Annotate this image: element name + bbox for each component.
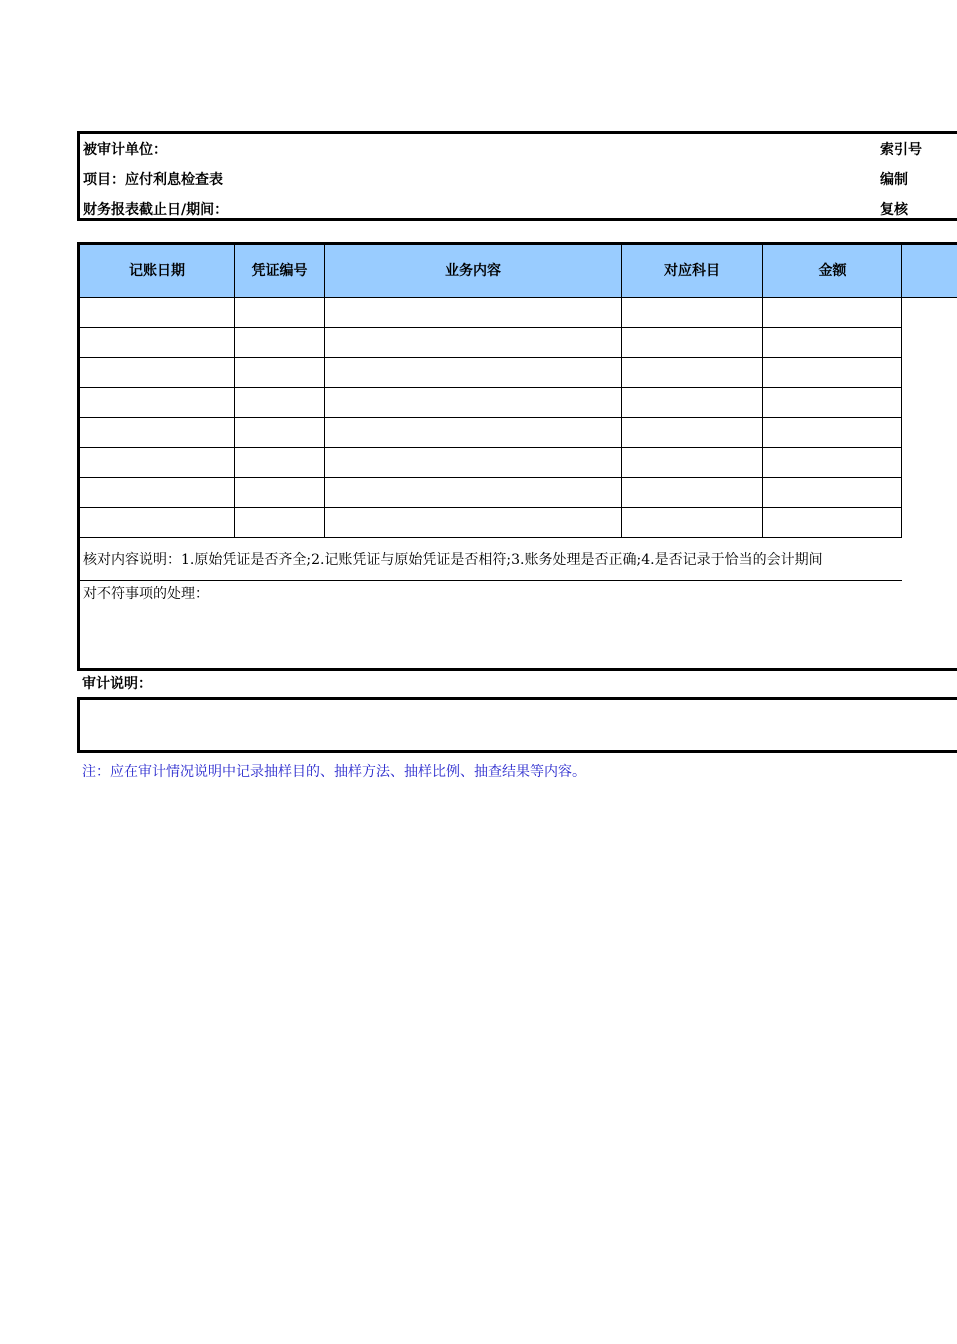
interest-check-table — [77, 242, 957, 671]
audit-explanation-label: 审计说明： — [82, 676, 152, 692]
audit-explanation-box — [77, 697, 957, 753]
divider — [80, 580, 902, 581]
reviewer-label: 复核 — [880, 202, 908, 218]
table-header-row — [80, 245, 957, 298]
column-header-date: 记账日期 — [129, 263, 185, 279]
preparer-label: 编制 — [880, 172, 908, 188]
column-header-voucher-no: 凭证编号 — [251, 263, 308, 279]
table-row — [80, 447, 902, 448]
table-row — [80, 537, 902, 538]
check-content-note: 核对内容说明：1.原始凭证是否齐全;2.记账凭证与原始凭证是否相符;3.账务处理是否正确;4.是否记录于恰当的会计期间 — [83, 552, 823, 568]
period-label: 财务报表截止日/期间： — [83, 202, 229, 218]
grid-line — [324, 245, 325, 537]
table-row — [80, 387, 902, 388]
grid-line — [621, 245, 622, 537]
header-info-box — [77, 131, 957, 221]
column-header-amount: 金额 — [818, 263, 847, 279]
grid-line — [234, 245, 235, 537]
table-row — [80, 507, 902, 508]
nonconformity-handling-label: 对不符事项的处理： — [83, 586, 209, 602]
grid-line — [901, 245, 902, 537]
footnote: 注：应在审计情况说明中记录抽样目的、抽样方法、抽样比例、抽查结果等内容。 — [82, 764, 586, 780]
audited-unit-label: 被审计单位： — [83, 142, 167, 158]
table-row — [80, 477, 902, 478]
table-row — [80, 327, 902, 328]
grid-line — [762, 245, 763, 537]
column-header-business-content: 业务内容 — [445, 263, 501, 279]
project-label: 项目：应付利息检查表 — [83, 172, 223, 188]
index-number-label: 索引号 — [880, 142, 922, 158]
table-row — [80, 417, 902, 418]
column-header-counter-account: 对应科目 — [664, 263, 720, 279]
table-row — [80, 357, 902, 358]
